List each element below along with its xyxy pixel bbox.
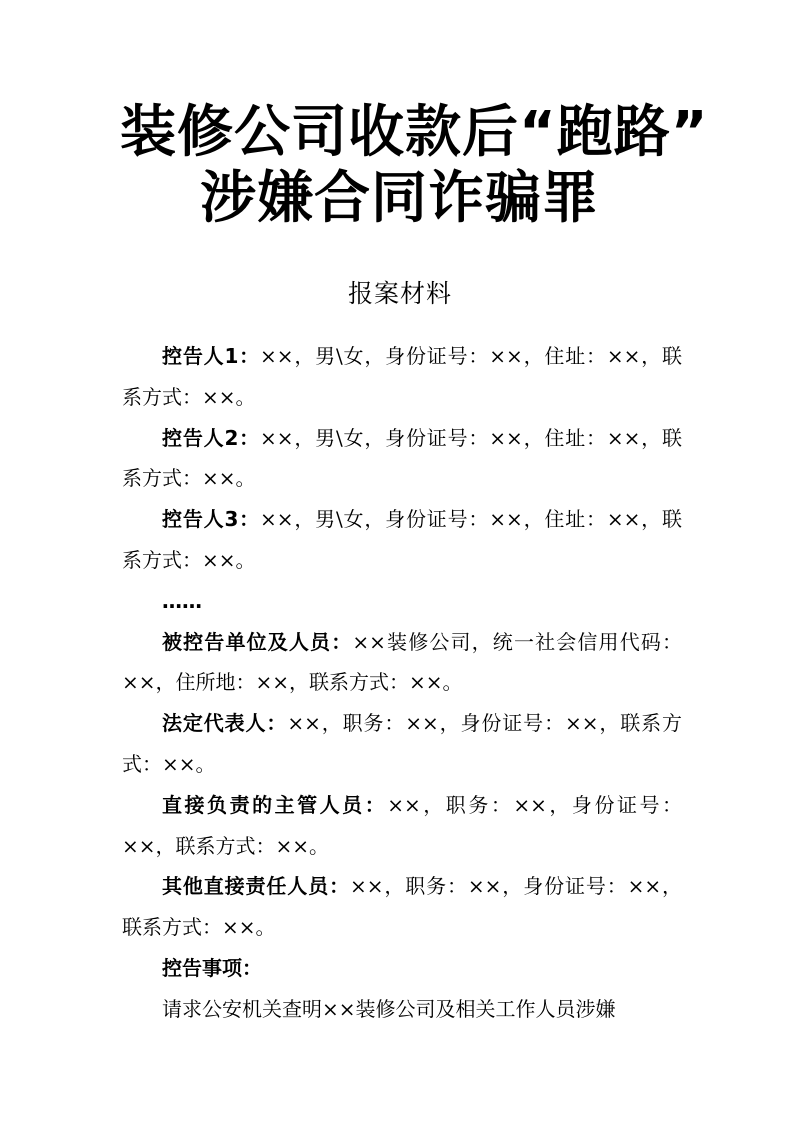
paragraph-complainant-3 — [122, 499, 682, 581]
paragraph-text: ××，职务：××，身份证号：××，联系方式：××。 — [122, 874, 683, 940]
paragraph-other-responsible — [122, 866, 682, 948]
paragraph-text: ××，男\女，身份证号：××，住址：××，联系方式：××。 — [122, 507, 682, 572]
paragraph-ellipsis — [122, 581, 682, 622]
paragraph-text: 请求公安机关查明××装修公司及相关工作人员涉嫌 — [162, 996, 616, 1021]
paragraph-label: 控告人3： — [162, 507, 260, 532]
paragraph-label: 法定代表人： — [162, 711, 288, 736]
paragraph-text: ××，职务：××，身份证号：××，联系方式：××。 — [122, 792, 683, 858]
paragraph-complainant-2 — [122, 418, 682, 500]
document-title-line-1: 装修公司收款后“跑路” — [120, 100, 709, 165]
paragraph-text: ××，男\女，身份证号：××，住址：××，联系方式：××。 — [122, 344, 682, 409]
paragraph-supervisor — [122, 785, 682, 867]
paragraph-label: …… — [162, 588, 202, 613]
document-title-line-2: 涉嫌合同诈骗罪 — [200, 166, 599, 231]
document-body — [122, 336, 682, 1030]
paragraph-complainant-1 — [122, 336, 682, 418]
paragraph-label: 其他直接责任人员： — [162, 874, 350, 899]
paragraph-label: 控告人2： — [162, 425, 260, 450]
paragraph-text: ××，男\女，身份证号：××，住址：××，联系方式：××。 — [122, 425, 682, 491]
paragraph-label: 直接负责的主管人员： — [162, 792, 388, 817]
paragraph-request — [122, 989, 682, 1030]
paragraph-label: 控告人1： — [162, 344, 260, 368]
document-subtitle: 报案材料 — [347, 279, 452, 308]
paragraph-complaint-matters — [122, 948, 682, 989]
paragraph-legal-representative — [122, 703, 682, 785]
paragraph-label: 控告事项： — [162, 955, 262, 980]
paragraph-accused-entity — [122, 622, 682, 704]
paragraph-text: ××，职务：××，身份证号：××，联系方式：××。 — [122, 711, 683, 776]
paragraph-text: ××装修公司，统一社会信用代码：××，住所地：××，联系方式：××。 — [122, 629, 683, 695]
paragraph-label: 被控告单位及人员： — [162, 629, 353, 654]
